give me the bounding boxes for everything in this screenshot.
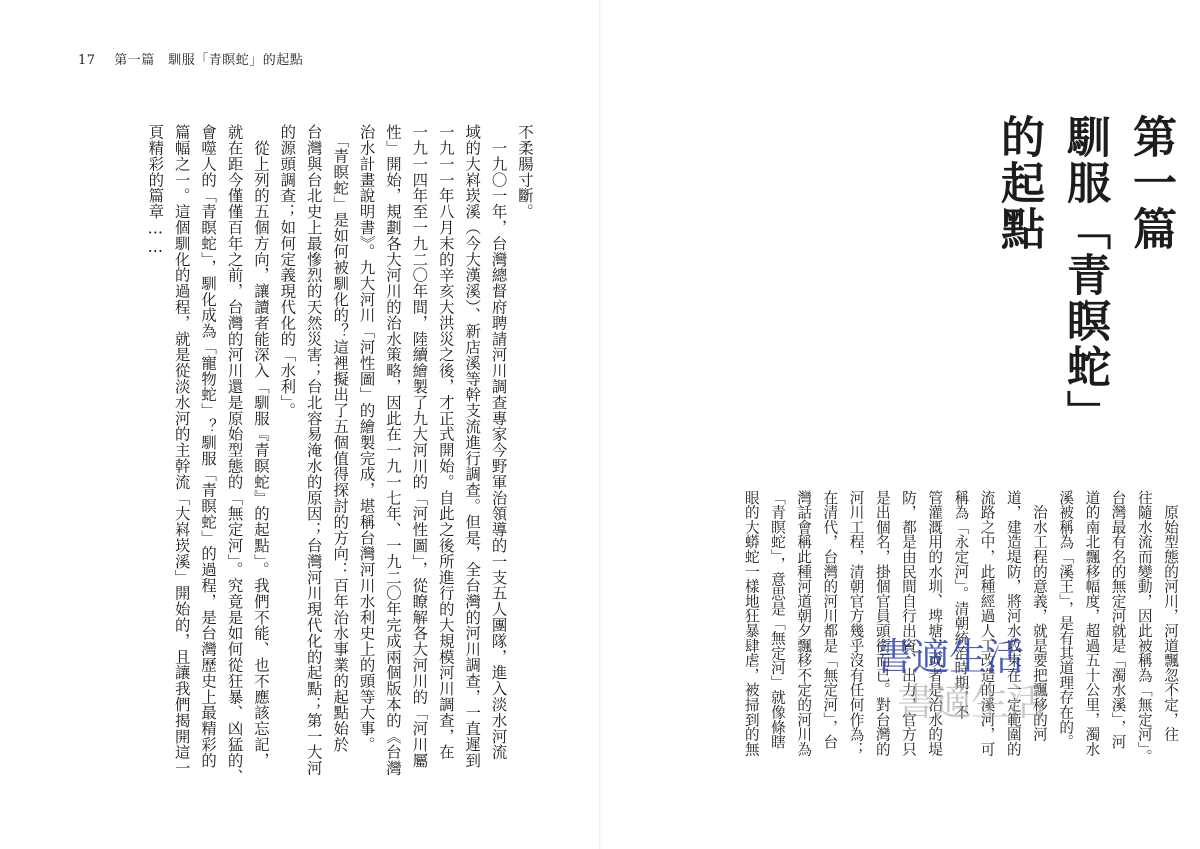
right-page (600, 0, 1200, 849)
right-body-text: 原始型態的河川，河道飄忽不定，往 往隨水流而變動，因此被稱為「無定河」。 台灣最有名的無定河就是「濁水溪」，河 道的南北飄移幅度，超過五十公里，濁水 溪被稱為「溪王」，是有其道理存在的。 治水工程的意義，就是要把飄移的河 道，建造堤防，將河水收束在一定範圍的 流路之中，此種經過人工改造的溪河，可 稱為「永定河」。清朝統治時期，不 管灌溉用的水圳、埤塘，或者是治水的堤 防，都是由民間自行出資、出力，官方只 是出個名，掛個官員頭銜而已。對台灣的 河川工程，清朝官方幾乎沒有任何作為； 在清代，台灣的河川都是「無定河」，台 灣話會稱此種河道朝夕飄移不定的河川為 「青瞑蛇」，意思是「無定河」就像條瞎 眼的大蟒蛇一樣地狂暴肆虐，被掃到的無 (742, 490, 1179, 764)
chapter-title: 第一篇 馴服「青瞑蛇」 的起點 (993, 114, 1176, 436)
watermark-shadow: 書適生活 (897, 680, 1046, 724)
watermark-logo: 書適生活 (875, 635, 1024, 679)
left-body-text: 不柔腸寸斷。 一九〇一年，台灣總督府聘請河川調查專家今野軍治領導的一支五人團隊，進入淡水河流 域的大嵙崁溪（今大漢溪）、新店溪等幹支流進行調查。但是，全台灣的河川調查，一直遲到 一九一一年八月末的辛亥大洪災之後，才正式開始。自此之後所進行的大規模河川調查，在 一九一四年至一九二〇年間，陸續繪製了九大河川的「河性圖」，從瞭解各大河川的「河川屬 性」開始，規劃各大河川的治水策略，因此在一九一七年、一九二〇年完成兩個版本的《台灣 治水計畫說明書》。九大河川「河性圖」的繪製完成，堪稱台灣河川水利史上的頭等大事。 「青瞑蛇」是如何被馴化的？這裡擬出了五個值得探討的方向：百年治水事業的起點始於 台灣與台北史上最慘烈的天然災害；台北容易淹水的原因；台灣河川現代化的起點；第一大河 的源頭調查；如何定義現代化的「水利」。 從上列的五個方向，讓讀者能深入「馴服『青瞑蛇』的起點」。我們不能、也不應該忘記， 就在距今僅僅百年之前，台灣的河川還是原始型態的「無定河」。究竟是如何從狂暴、凶猛的、 會噬人的「青瞑蛇」，馴化成為「寵物蛇」？馴服「青瞑蛇」的過程，是台灣歷史上最精彩的 篇幅之一。這個馴化的過程，就是從淡水河的主幹流「大嵙崁溪」開始的，且讓我們揭開這一 頁精彩的篇章…… (146, 124, 534, 785)
page-number: 17 (78, 53, 96, 68)
running-head (78, 49, 303, 68)
running-title: 第一篇 馴服「青瞑蛇」的起點 (114, 53, 304, 68)
